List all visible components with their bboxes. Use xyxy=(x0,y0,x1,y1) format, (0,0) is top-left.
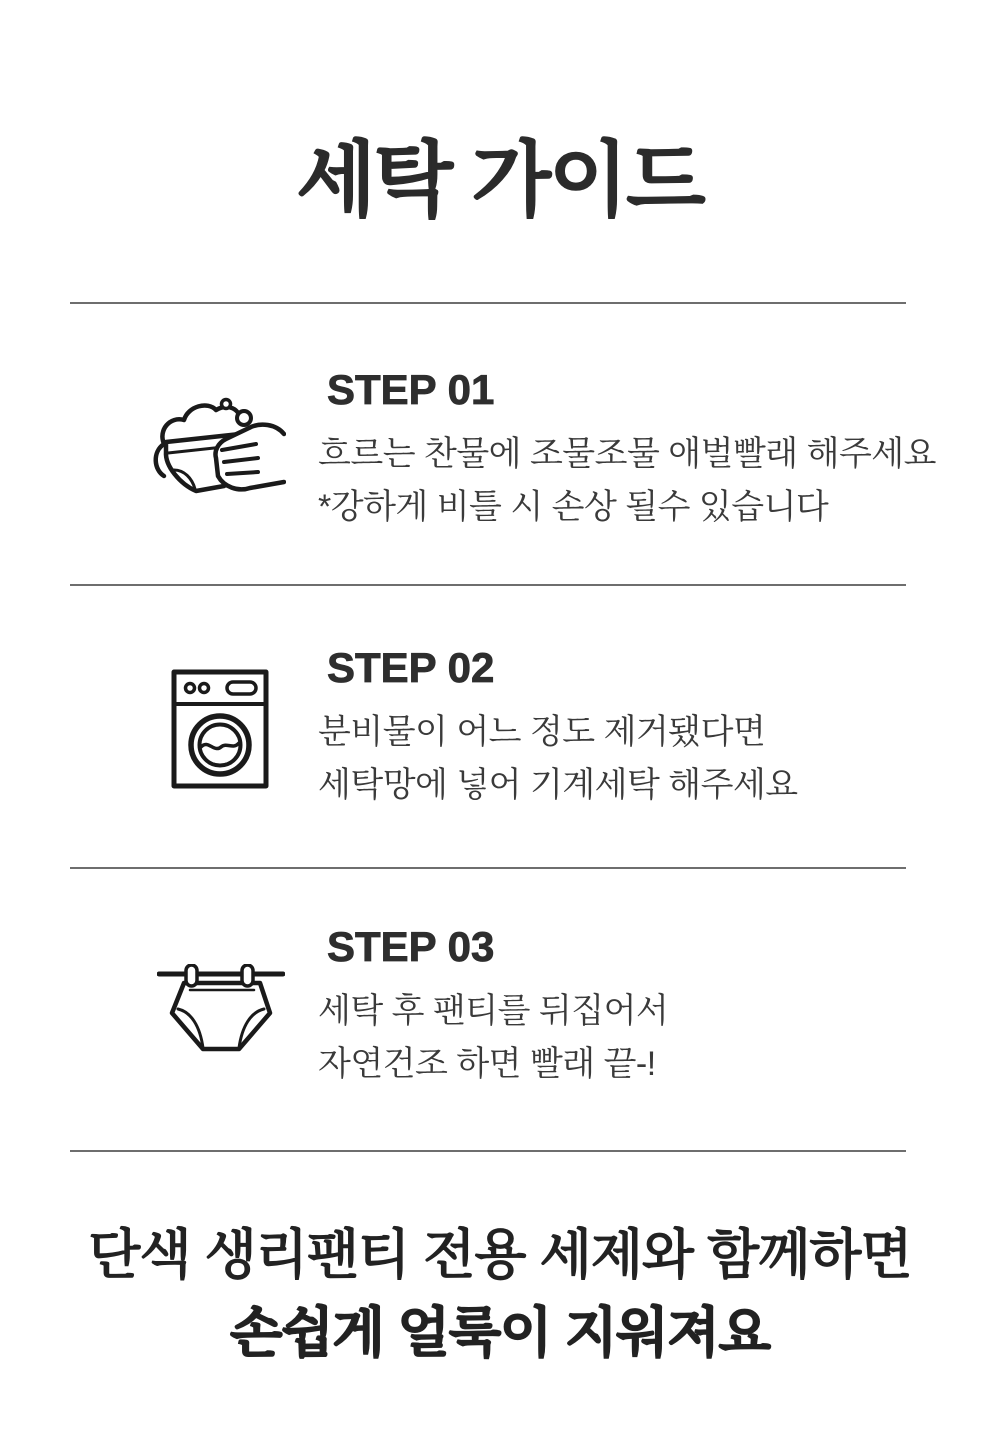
step-3-text-block xyxy=(318,925,938,1091)
step-3-line-2: 자연건조 하면 빨래 끝-! xyxy=(318,1045,656,1083)
section-divider xyxy=(70,867,906,869)
footer-line-2: 손쉽게 얼룩이 지워져요 xyxy=(230,1303,770,1363)
step-2-line-2: 세탁망에 넣어 기계세탁 해주세요 xyxy=(318,766,798,804)
step-2-label: STEP 02 xyxy=(327,644,495,691)
step-1-label: STEP 01 xyxy=(327,366,495,413)
step-3-line-1: 세탁 후 팬티를 뒤집어서 xyxy=(318,992,669,1030)
washing-machine-icon xyxy=(170,668,270,790)
step-1-text-block xyxy=(318,368,938,534)
footer-message xyxy=(0,1216,1000,1372)
page-title: 세탁 가이드 xyxy=(296,135,704,226)
section-divider xyxy=(70,584,906,586)
step-2-text-block xyxy=(318,646,938,812)
section-divider xyxy=(70,1150,906,1152)
step-1-line-2: *강하게 비틀 시 손상 될수 있습니다 xyxy=(318,488,829,526)
hand-wash-icon xyxy=(150,396,286,496)
step-3-label: STEP 03 xyxy=(327,923,495,970)
step-2-line-1: 분비물이 어느 정도 제거됐다면 xyxy=(318,713,766,751)
step-1-line-1: 흐르는 찬물에 조물조물 애벌빨래 해주세요 xyxy=(318,435,936,473)
section-divider xyxy=(70,302,906,304)
hang-dry-icon xyxy=(157,964,285,1052)
footer-line-1: 단색 생리팬티 전용 세제와 함께하면 xyxy=(88,1225,912,1285)
